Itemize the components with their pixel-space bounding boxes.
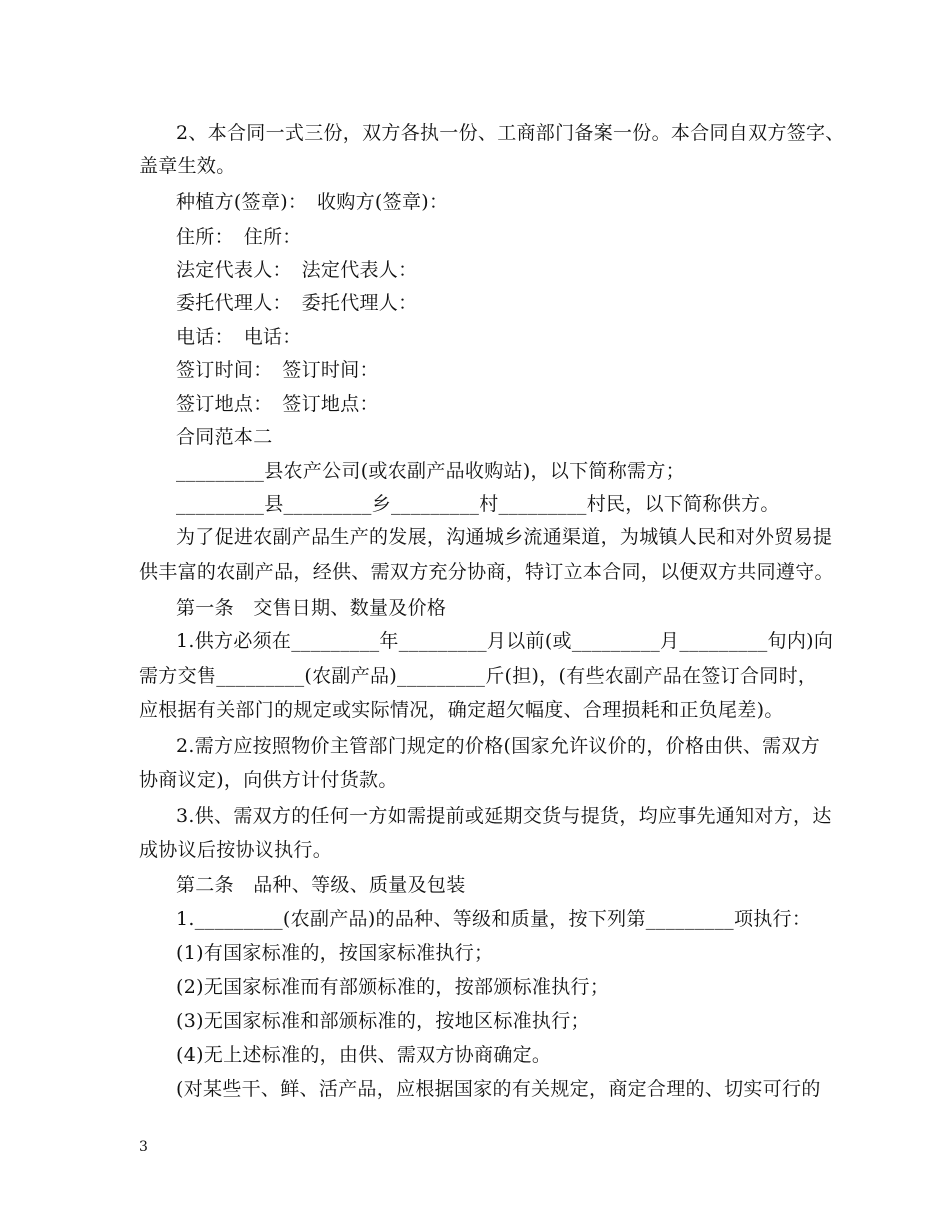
- article-heading: 第一条 交售日期、数量及价格: [176, 597, 447, 619]
- section-heading: 合同范本二: [176, 426, 273, 448]
- text-line: 为了促进农副产品生产的发展，沟通城乡流通渠道，为城镇人民和对外贸易提: [176, 526, 833, 548]
- text-line: 协商议定)，向供方计付货款。: [139, 769, 398, 791]
- text-line: 签订地点： 签订地点：: [176, 393, 379, 415]
- text-line: 盖章生效。: [139, 155, 236, 177]
- article-heading: 第二条 品种、等级、质量及包装: [176, 874, 466, 896]
- text-line: 1._________(农副产品)的品种、等级和质量，按下列第_________项执行：: [176, 908, 812, 930]
- text-line: 住所： 住所：: [176, 226, 302, 248]
- text-line: 供丰富的农副产品，经供、需双方充分协商，特订立本合同，以便双方共同遵守。: [139, 561, 834, 583]
- text-line: 需方交售_________(农副产品)_________斤(担)，(有些农副产品在签订合同时，: [139, 665, 818, 687]
- text-line: (4)无上述标准的，由供、需双方协商确定。: [176, 1044, 552, 1066]
- text-line: 种植方(签章)： 收购方(签章)：: [176, 191, 449, 213]
- text-line: 3.供、需双方的任何一方如需提前或延期交货与提货，均应事先通知对方，达: [176, 805, 832, 827]
- text-line: _________县农产公司(或农副产品收购站)，以下简称需方；: [176, 460, 685, 482]
- text-line: (2)无国家标准而有部颁标准的，按部颁标准执行；: [176, 976, 610, 998]
- text-line: 法定代表人： 法定代表人：: [176, 259, 418, 281]
- text-line: (对某些干、鲜、活产品，应根据国家的有关规定，商定合理的、切实可行的: [176, 1078, 821, 1100]
- text-line: (3)无国家标准和部颁标准的，按地区标准执行；: [176, 1010, 590, 1032]
- text-line: 1.供方必须在_________年_________月以前(或_________月_________旬内)向: [176, 630, 834, 652]
- text-line: (1)有国家标准的，按国家标准执行；: [176, 942, 494, 964]
- page-number: 3: [139, 1139, 148, 1155]
- text-line: 2.需方应按照物价主管部门规定的价格(国家允许议价的，价格由供、需双方: [176, 735, 821, 757]
- text-line: _________县_________乡_________村_________村民，以下简称供方。: [176, 493, 780, 515]
- text-line: 委托代理人： 委托代理人：: [176, 292, 418, 314]
- text-line: 签订时间： 签订时间：: [176, 359, 379, 381]
- text-line: 应根据有关部门的规定或实际情况，确定超欠幅度、合理损耗和正负尾差)。: [139, 699, 784, 721]
- text-line: 电话： 电话：: [176, 326, 302, 348]
- text-line: 成协议后按协议执行。: [139, 839, 333, 861]
- text-line: 2、本合同一式三份，双方各执一份、工商部门备案一份。本合同自双方签字、: [176, 122, 845, 144]
